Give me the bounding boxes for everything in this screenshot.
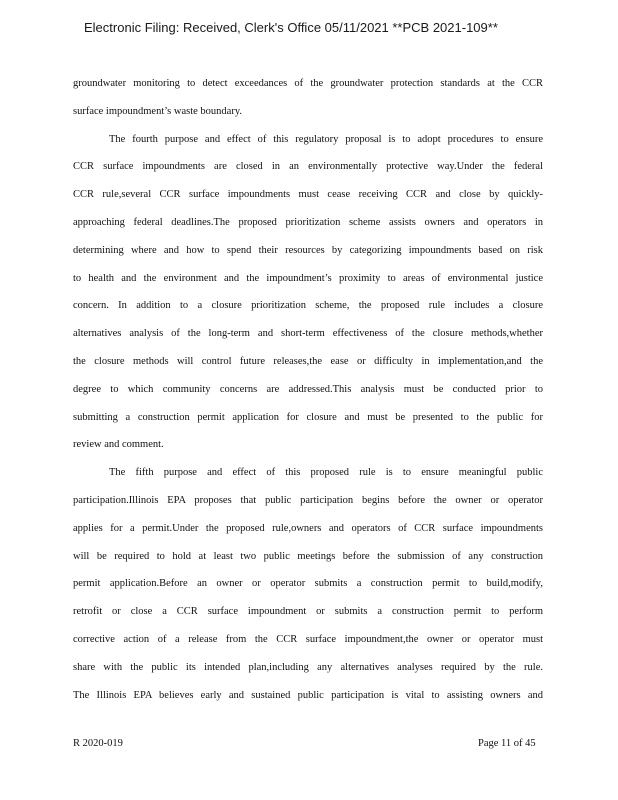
body-line: submitting a construction permit application for closure and must be presented to the public for (73, 411, 543, 423)
body-line: permit application.Before an owner or operator submits a construction permit to build,modify, (73, 578, 543, 590)
body-line: review and comment. (73, 439, 164, 451)
body-line: alternatives analysis of the long-term and short-term effectiveness of the closure methods,whether (73, 328, 543, 340)
body-line: The Illinois EPA believes early and sustained public participation is vital to assisting owners and (73, 689, 543, 701)
body-line: groundwater monitoring to detect exceedances of the groundwater protection standards at the CCR (73, 78, 543, 89)
filing-stamp-header: Electronic Filing: Received, Clerk's Office 05/11/2021 **PCB 2021-109** (84, 20, 498, 35)
body-line: degree to which community concerns are addressed.This analysis must be conducted prior to (73, 383, 543, 395)
body-line: surface impoundment’s waste boundary. (73, 105, 243, 117)
body-line: the closure methods will control future releases,the ease or difficulty in implementation,and the (73, 355, 543, 367)
body-line: CCR surface impoundments are closed in an environmentally protective way.Under the federal (73, 161, 543, 173)
body-line: corrective action of a release from the CCR surface impoundment,the owner or operator must (73, 633, 543, 645)
paragraph-first-line: The fifth purpose and effect of this proposed rule is to ensure meaningful public (109, 467, 543, 479)
footer-docket-number: R 2020-019 (73, 738, 123, 749)
body-line: determining where and how to spend their resources by categorizing impoundments based on risk (73, 244, 543, 256)
paragraph-first-line: The fourth purpose and effect of this regulatory proposal is to adopt procedures to ensure (109, 133, 543, 145)
body-line: participation.Illinois EPA proposes that public participation begins before the owner or operator (73, 494, 543, 506)
body-line: retrofit or close a CCR surface impoundment or submits a construction permit to perform (73, 606, 543, 618)
body-line: to health and the environment and the impoundment’s proximity to areas of environmental justice (73, 272, 543, 284)
footer-page-number: Page 11 of 45 (478, 738, 536, 749)
body-line: share with the public its intended plan,including any alternatives analyses required by the rule. (73, 661, 543, 673)
document-body (73, 70, 543, 709)
body-line: will be required to hold at least two public meetings before the submission of any construction (73, 550, 543, 562)
body-line: concern. In addition to a closure prioritization scheme, the proposed rule includes a closure (73, 300, 543, 312)
body-line: approaching federal deadlines.The proposed prioritization scheme assists owners and operators in (73, 216, 543, 228)
body-line: CCR rule,several CCR surface impoundments must cease receiving CCR and close by quickly- (73, 189, 543, 201)
body-line: applies for a permit.Under the proposed rule,owners and operators of CCR surface impoundments (73, 522, 543, 534)
